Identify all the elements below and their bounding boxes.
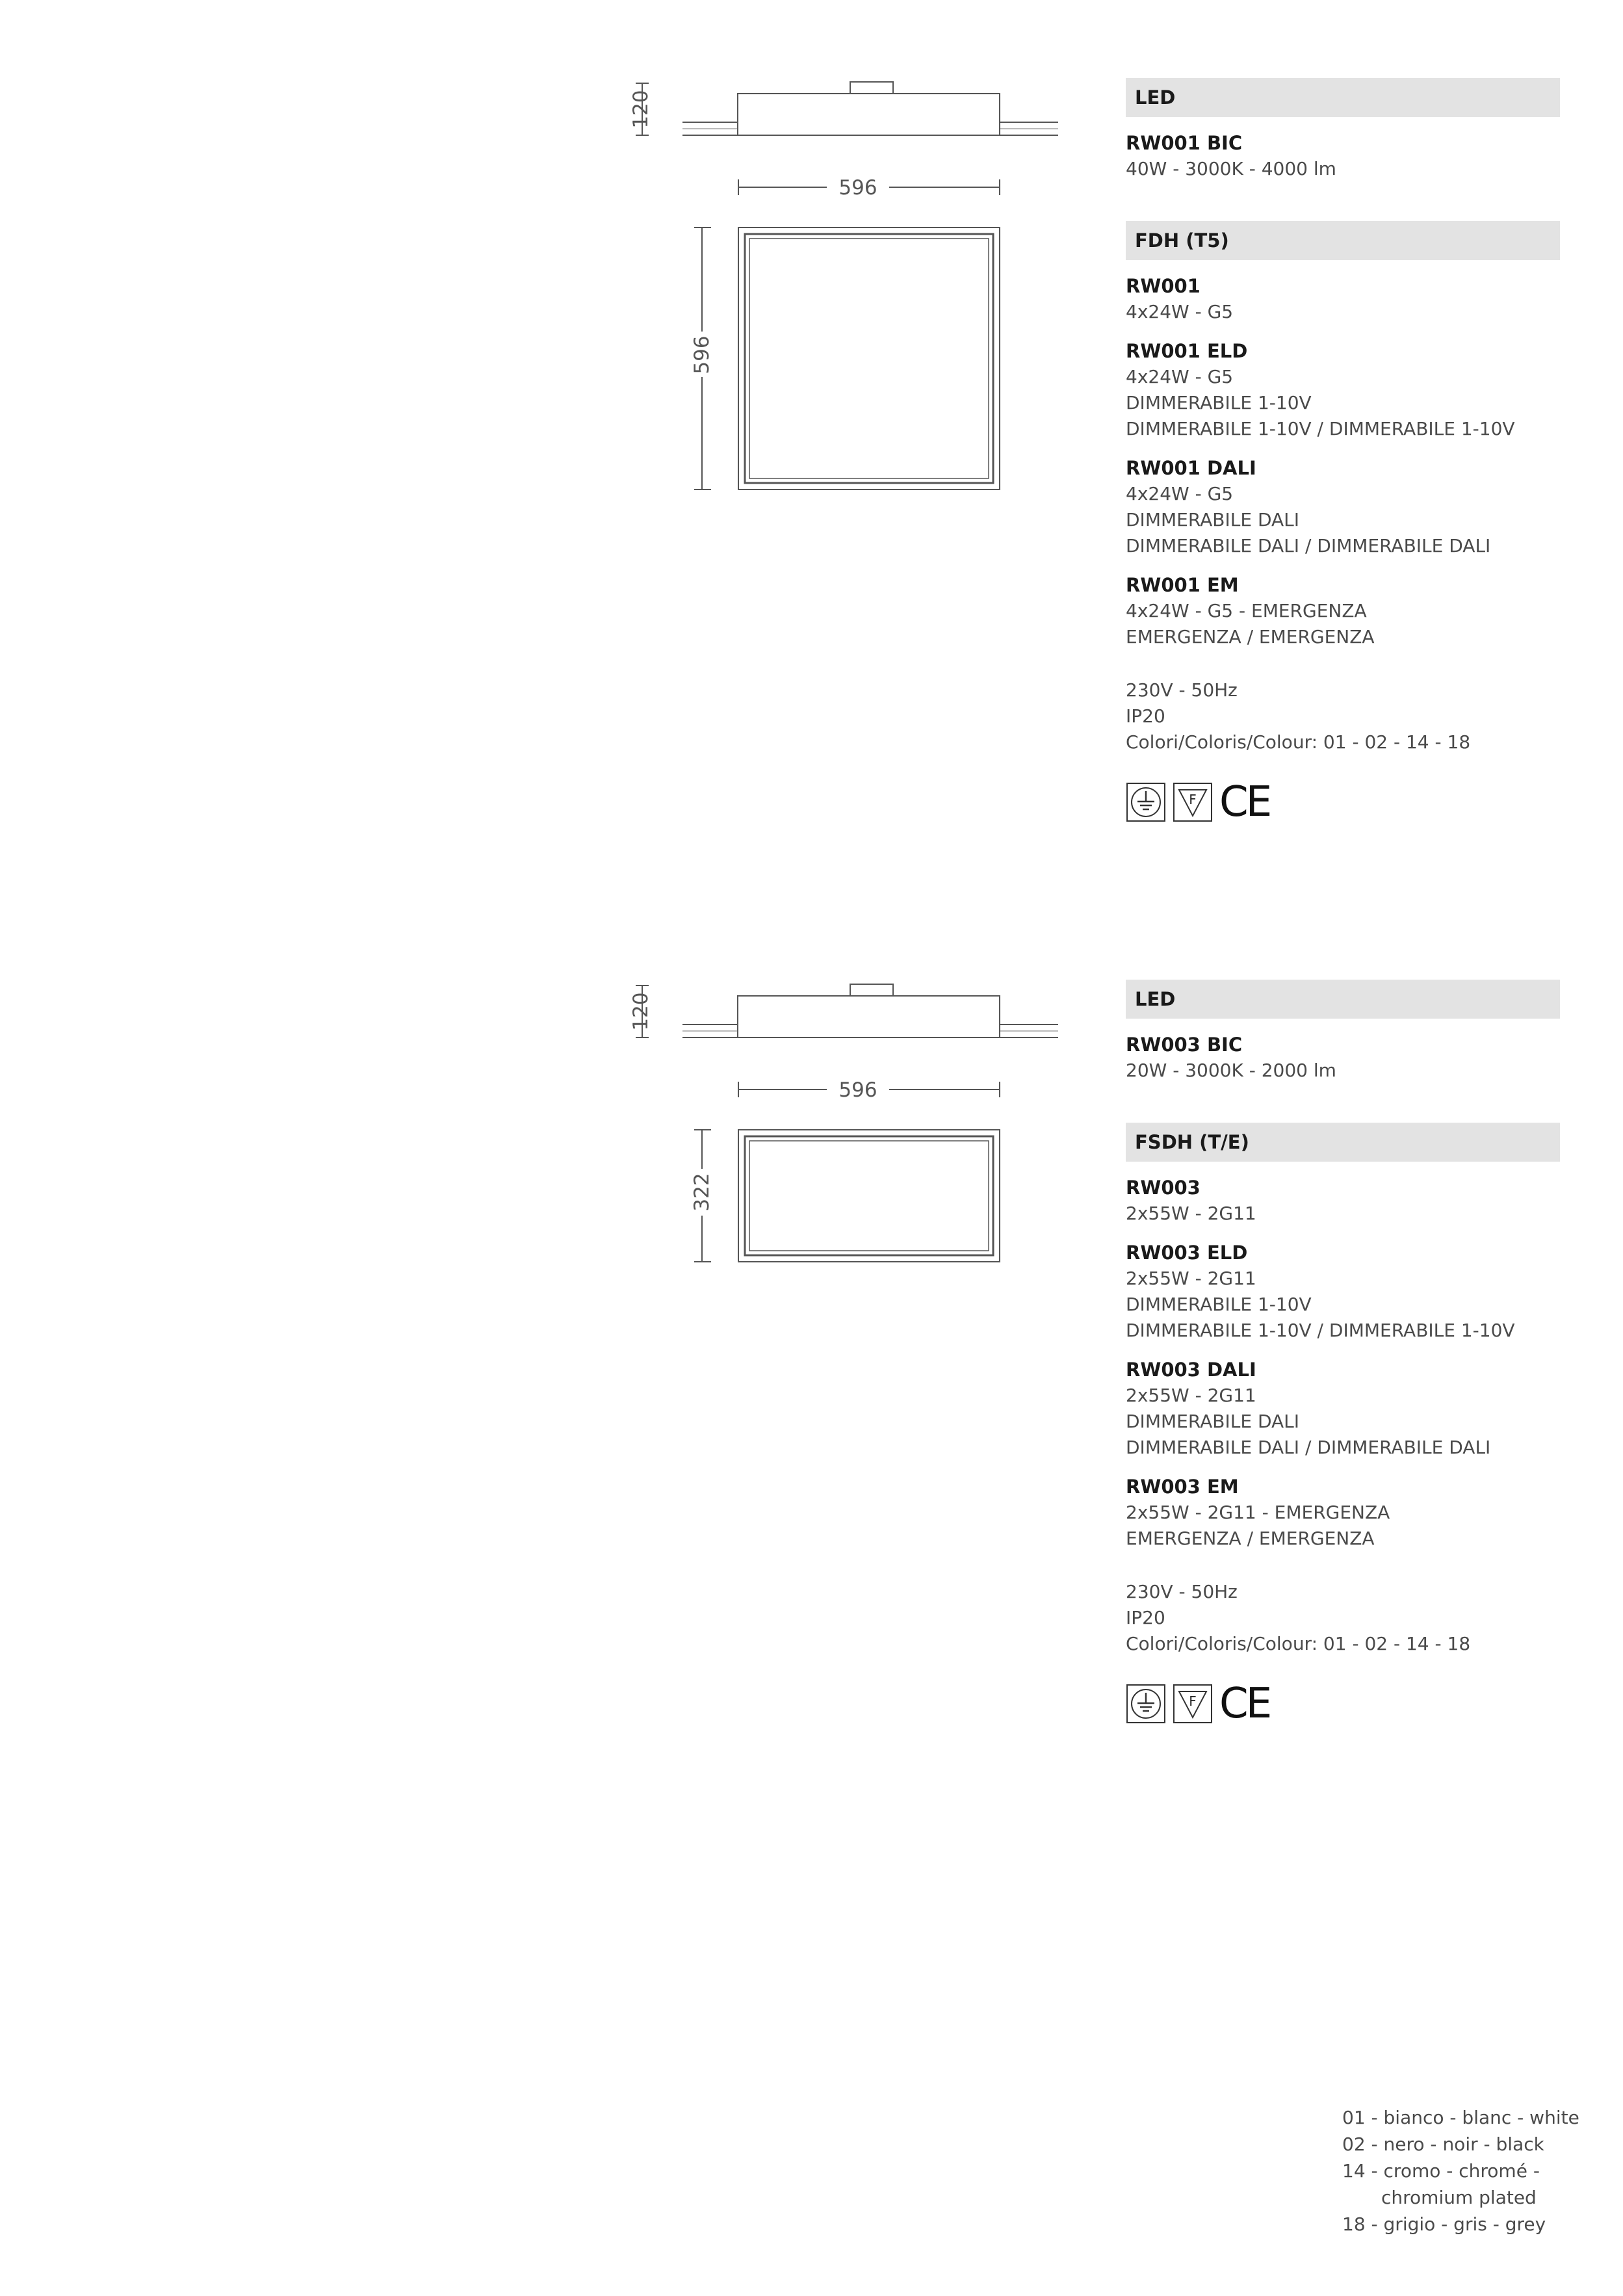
model-spec-line: DIMMERABILE DALI: [1126, 509, 1300, 530]
model-entry: [1126, 1474, 1560, 1552]
colour-options: Colori/Coloris/Colour: 01 - 02 - 14 - 18: [1126, 731, 1471, 753]
model-spec-line: DIMMERABILE DALI / DIMMERABILE DALI: [1126, 535, 1491, 556]
model-name: RW003 EM: [1126, 1476, 1239, 1498]
model-name: RW001 EM: [1126, 574, 1239, 596]
model-name: RW001: [1126, 275, 1201, 297]
colour-options: Colori/Coloris/Colour: 01 - 02 - 14 - 18: [1126, 1633, 1471, 1654]
led-header: LED: [1126, 980, 1560, 1019]
model-spec-line: 40W - 3000K - 4000 lm: [1126, 158, 1336, 179]
model-entry: [1126, 1032, 1560, 1084]
f-mark-label: F: [1189, 792, 1197, 807]
fluorescent-header: FSDH (T/E): [1126, 1123, 1560, 1162]
f-mark-label: F: [1189, 1693, 1197, 1709]
model-spec-line: 20W - 3000K - 2000 lm: [1126, 1060, 1336, 1081]
model-entry: [1126, 455, 1560, 559]
depth-dimension: 322: [690, 1173, 714, 1212]
model-spec-line: DIMMERABILE 1-10V: [1126, 1294, 1312, 1315]
certification-marks: [1126, 778, 1560, 826]
f-mark-icon: [1173, 782, 1213, 822]
legend-item: 14 - cromo - chromé -: [1342, 2160, 1540, 2182]
model-spec-line: DIMMERABILE DALI / DIMMERABILE DALI: [1126, 1437, 1491, 1458]
general-specs: [1126, 677, 1560, 755]
earth-ground-icon: [1126, 782, 1166, 822]
model-spec-line: 2x55W - 2G11: [1126, 1385, 1256, 1406]
certification-marks: [1126, 1680, 1560, 1728]
model-spec-line: 4x24W - G5: [1126, 366, 1234, 387]
ce-mark-icon: CE: [1219, 1680, 1270, 1728]
depth-dimension: 596: [690, 335, 714, 374]
model-name: RW003 DALI: [1126, 1359, 1256, 1381]
model-spec-line: 4x24W - G5: [1126, 483, 1234, 504]
ip-rating: IP20: [1126, 1607, 1165, 1628]
voltage-spec: 230V - 50Hz: [1126, 679, 1238, 701]
technical-drawing-square: [624, 72, 1066, 501]
width-dimension: 596: [838, 176, 877, 200]
model-entry: [1126, 572, 1560, 650]
width-dimension: 596: [838, 1078, 877, 1102]
legend-item: 01 - bianco - blanc - white: [1342, 2107, 1579, 2128]
model-entry: [1126, 1357, 1560, 1461]
product-2-drawing: [624, 974, 1066, 1273]
model-spec-line: DIMMERABILE 1-10V / DIMMERABILE 1-10V: [1126, 418, 1515, 439]
model-spec-line: DIMMERABILE DALI: [1126, 1411, 1300, 1432]
model-name: RW001 BIC: [1126, 132, 1243, 154]
model-entry: [1126, 1240, 1560, 1344]
model-name: RW001 ELD: [1126, 340, 1248, 362]
height-dimension: 120: [629, 992, 653, 1031]
general-specs: [1126, 1579, 1560, 1657]
model-entry: [1126, 273, 1560, 325]
led-header: LED: [1126, 78, 1560, 117]
model-spec-line: EMERGENZA / EMERGENZA: [1126, 626, 1375, 647]
model-entry: [1126, 130, 1560, 182]
fluorescent-header: FDH (T5): [1126, 221, 1560, 260]
model-name: RW003 BIC: [1126, 1034, 1243, 1056]
f-mark-icon: [1173, 1684, 1213, 1724]
product-2-specs: [1126, 980, 1560, 1728]
voltage-spec: 230V - 50Hz: [1126, 1581, 1238, 1602]
model-entry: [1126, 1175, 1560, 1227]
technical-drawing-rectangular: [624, 974, 1066, 1273]
model-name: RW003: [1126, 1177, 1201, 1199]
model-spec-line: 2x55W - 2G11: [1126, 1268, 1256, 1289]
model-spec-line: 4x24W - G5: [1126, 301, 1234, 322]
model-spec-line: DIMMERABILE 1-10V / DIMMERABILE 1-10V: [1126, 1320, 1515, 1341]
height-dimension: 120: [629, 90, 653, 129]
model-spec-line: 2x55W - 2G11 - EMERGENZA: [1126, 1502, 1390, 1523]
ce-mark-icon: CE: [1219, 778, 1270, 826]
product-1-drawing: [624, 72, 1066, 501]
product-1-specs: [1126, 78, 1560, 826]
model-spec-line: EMERGENZA / EMERGENZA: [1126, 1528, 1375, 1549]
earth-ground-icon: [1126, 1684, 1166, 1724]
model-spec-line: 4x24W - G5 - EMERGENZA: [1126, 600, 1367, 621]
colour-legend: [1342, 2104, 1615, 2237]
model-name: RW003 ELD: [1126, 1242, 1248, 1264]
ip-rating: IP20: [1126, 705, 1165, 727]
model-entry: [1126, 338, 1560, 442]
legend-item: chromium plated: [1381, 2187, 1537, 2208]
legend-item: 18 - grigio - gris - grey: [1342, 2213, 1546, 2235]
model-spec-line: 2x55W - 2G11: [1126, 1203, 1256, 1224]
model-name: RW001 DALI: [1126, 457, 1256, 479]
legend-item: 02 - nero - noir - black: [1342, 2133, 1544, 2155]
model-spec-line: DIMMERABILE 1-10V: [1126, 392, 1312, 413]
